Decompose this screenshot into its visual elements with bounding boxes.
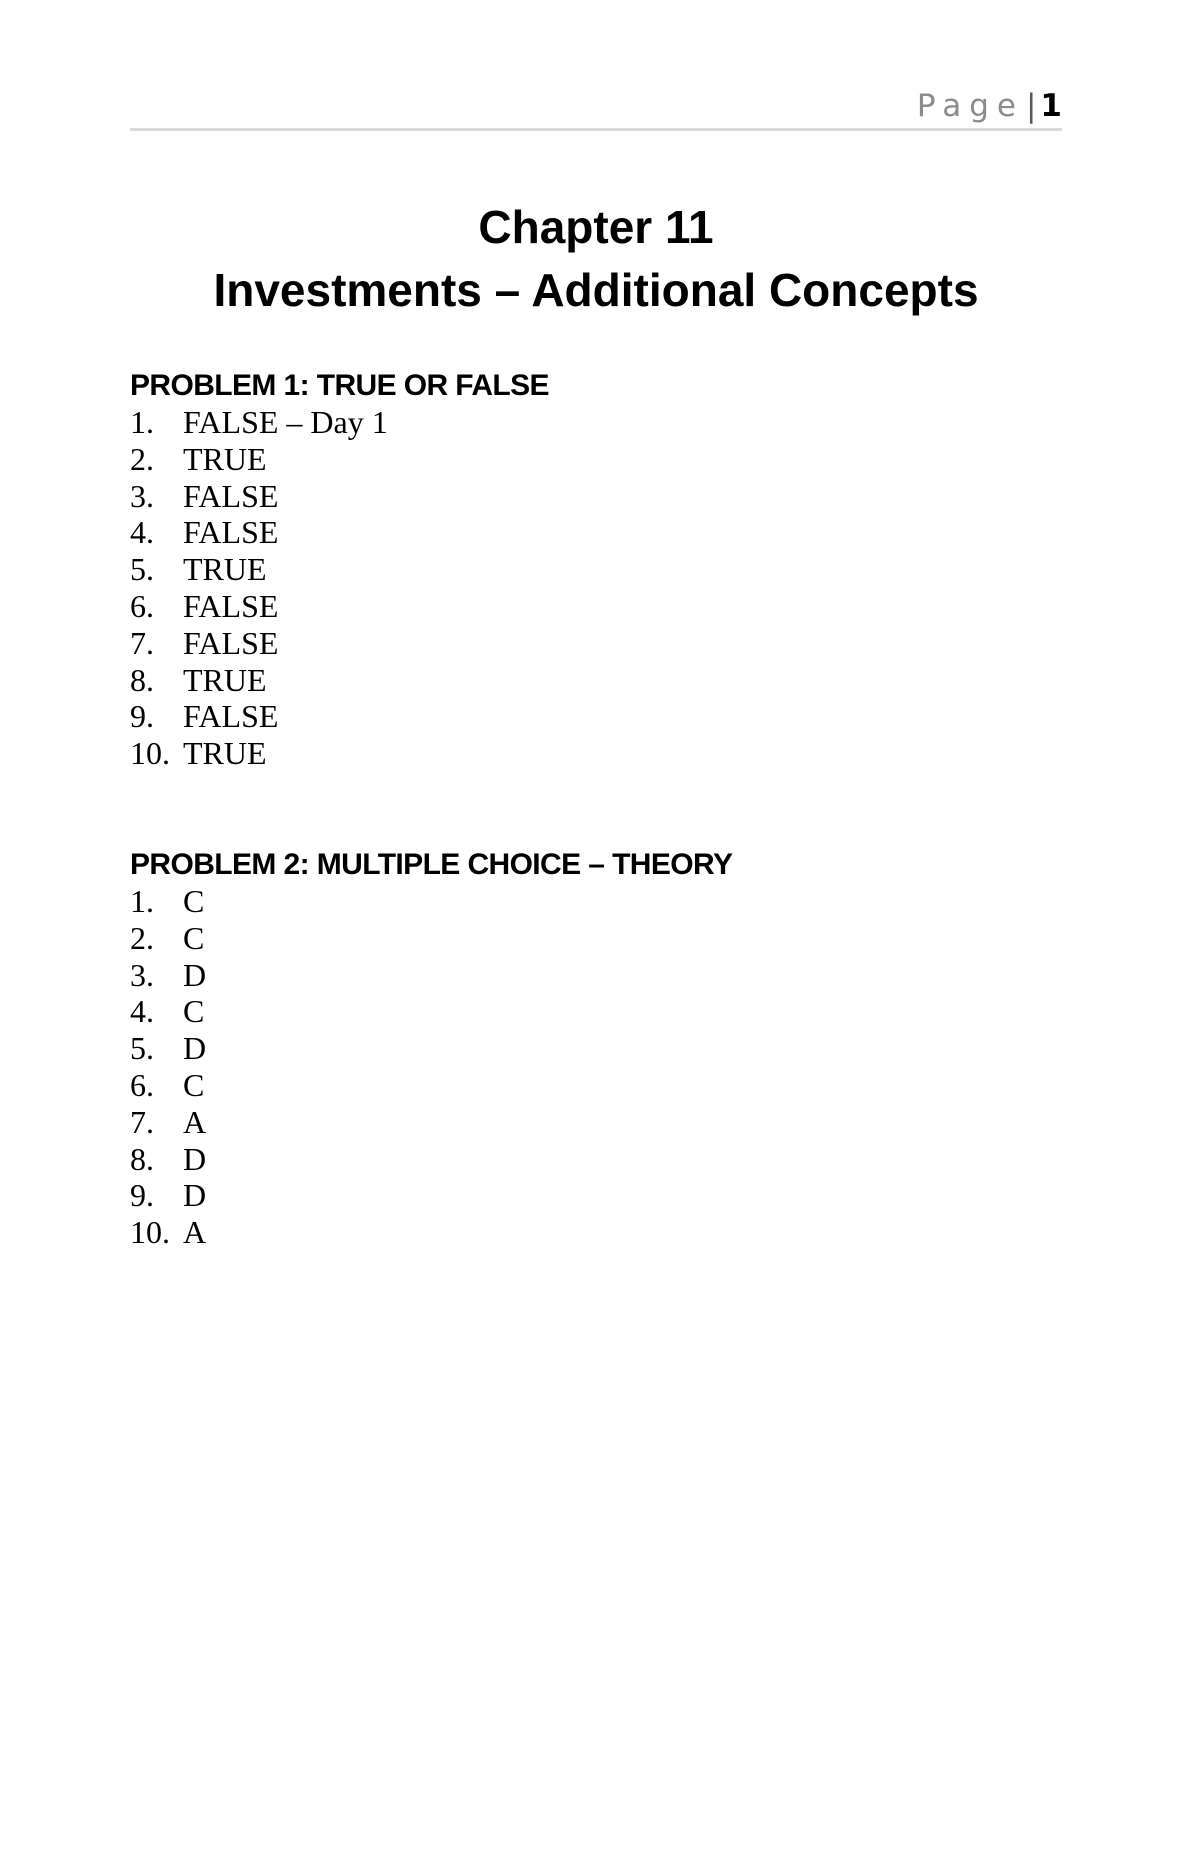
- page-label: Page: [916, 88, 1024, 124]
- answer-text: D: [183, 1030, 207, 1067]
- answer-text: TRUE: [183, 440, 267, 477]
- answer-number: 1.: [130, 404, 154, 440]
- answer-text: C: [183, 993, 205, 1030]
- problem-1-section: [130, 367, 1062, 772]
- answer-item: [130, 551, 1062, 588]
- answer-number: 8.: [130, 1140, 154, 1177]
- answer-number: 4.: [130, 993, 154, 1030]
- answer-item: [130, 993, 1062, 1030]
- answer-number: 7.: [130, 624, 154, 661]
- chapter-subtitle: Investments – Additional Concepts: [213, 264, 979, 316]
- answer-number: 10.: [130, 1214, 170, 1251]
- answer-text: C: [183, 1066, 205, 1103]
- answer-item: [130, 920, 1062, 957]
- answer-text: FALSE: [183, 587, 279, 624]
- page-indicator: [917, 84, 1062, 128]
- answer-number: 3.: [130, 956, 154, 993]
- answer-number: 4.: [130, 514, 154, 551]
- answer-item: [130, 698, 1062, 735]
- answer-text: D: [183, 1140, 207, 1177]
- answer-item: [130, 662, 1062, 699]
- answer-text: A: [183, 1214, 207, 1251]
- problem-1-answer-list: [130, 404, 1062, 772]
- answer-number: 8.: [130, 661, 154, 698]
- answer-item: [130, 883, 1062, 920]
- answer-number: 9.: [130, 1177, 154, 1214]
- answer-item: [130, 441, 1062, 478]
- answer-number: 3.: [130, 477, 154, 514]
- answer-item: [130, 1141, 1062, 1178]
- page-header: [130, 84, 1062, 131]
- problem-2-answer-list: [130, 883, 1062, 1251]
- answer-number: 10.: [130, 735, 170, 772]
- answer-item: [130, 1030, 1062, 1067]
- answer-item: [130, 1067, 1062, 1104]
- answer-item: [130, 588, 1062, 625]
- answer-text: C: [183, 883, 205, 919]
- answer-text: FALSE: [183, 698, 279, 735]
- answer-text: TRUE: [183, 551, 267, 588]
- answer-item: [130, 735, 1062, 772]
- answer-number: 2.: [130, 440, 154, 477]
- answer-text: D: [183, 956, 207, 993]
- chapter-title: Chapter 11: [478, 201, 714, 253]
- answer-text: D: [183, 1177, 207, 1214]
- answer-text: FALSE: [183, 514, 279, 551]
- chapter-title-block: [130, 196, 1062, 322]
- answer-item: [130, 478, 1062, 515]
- answer-text: FALSE – Day 1: [183, 404, 388, 440]
- problem-1-heading: PROBLEM 1: TRUE OR FALSE: [130, 369, 549, 402]
- answer-item: [130, 625, 1062, 662]
- answer-number: 6.: [130, 587, 154, 624]
- answer-item: [130, 957, 1062, 994]
- answer-item: [130, 1214, 1062, 1251]
- answer-item: [130, 1177, 1062, 1214]
- answer-number: 5.: [130, 1030, 154, 1067]
- answer-text: FALSE: [183, 477, 279, 514]
- answer-number: 7.: [130, 1103, 154, 1140]
- answer-number: 1.: [130, 883, 154, 919]
- page-number: 1: [1040, 88, 1062, 124]
- answer-item: [130, 404, 1062, 441]
- answer-text: TRUE: [183, 661, 267, 698]
- problem-2-section: [130, 846, 1062, 1251]
- problem-2-heading: PROBLEM 2: MULTIPLE CHOICE – THEORY: [130, 848, 733, 881]
- answer-text: TRUE: [183, 735, 267, 772]
- answer-item: [130, 1104, 1062, 1141]
- page-separator: |: [1025, 88, 1037, 124]
- answer-text: A: [183, 1103, 207, 1140]
- answer-number: 6.: [130, 1066, 154, 1103]
- answer-text: C: [183, 919, 205, 956]
- answer-number: 2.: [130, 919, 154, 956]
- answer-number: 9.: [130, 698, 154, 735]
- answer-number: 5.: [130, 551, 154, 588]
- answer-text: FALSE: [183, 624, 279, 661]
- answer-item: [130, 514, 1062, 551]
